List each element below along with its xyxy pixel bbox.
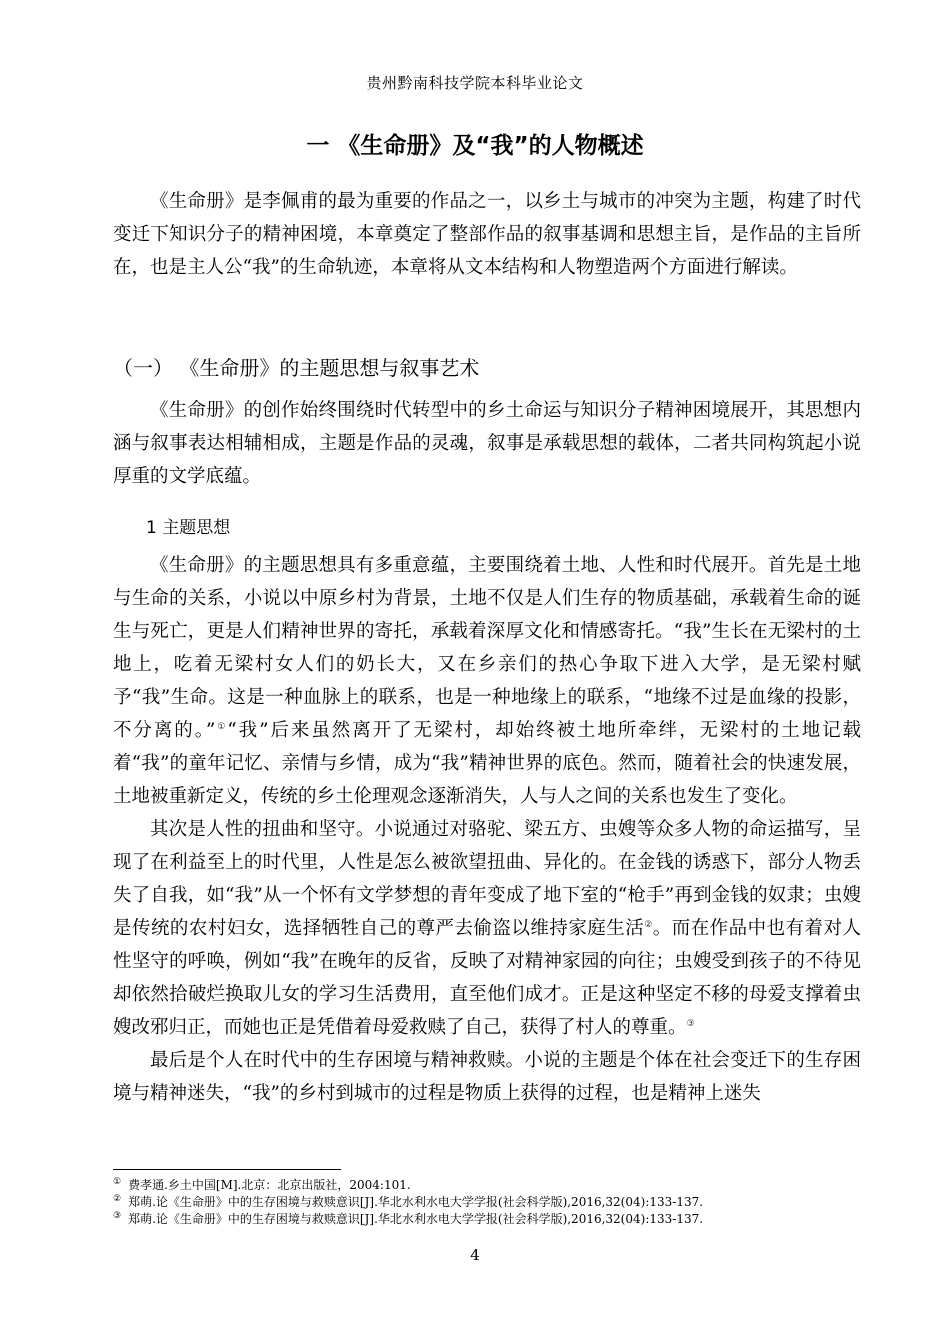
footnote-1 [113, 1177, 861, 1194]
subsection-body [113, 549, 861, 1110]
footnote-mark: ③ [113, 1211, 122, 1221]
footnote-text: 郑萌.论《生命册》中的生存困境与救赎意识[J].华北水利水电大学学报(社会科学版),2016,32(04):133-137. [128, 1212, 704, 1226]
body-paragraph-2 [113, 813, 861, 1044]
paragraph-2-text-a: 其次是人性的扭曲和坚守。小说通过对骆驼、梁五方、虫嫂等众多人物的命运描写，呈现了在利益至上的时代里，人性是怎么被欲望扭曲、异化的。在金钱的诱惑下，部分人物丢失了自我，如“我”从一个怀有文学梦想的青年变成了地下室的“枪手”再到金钱的奴隶；虫嫂是传统的农村妇女，选择牺牲自己的尊严去偷盗以维持家庭生活 [113, 819, 861, 939]
body-paragraph-1 [113, 549, 861, 813]
footnote-2 [113, 1194, 861, 1211]
footnote-text: 郑萌.论《生命册》中的生存困境与救赎意识[J].华北水利水电大学学报(社会科学版),2016,32(04):133-137. [128, 1195, 704, 1209]
paragraph-1-text-b: “我”后来虽然离开了无梁村，却始终被土地所牵绊，无梁村的土地记载着“我”的童年记忆、亲情与乡情，成为“我”精神世界的底色。然而，随着社会的快速发展，土地被重新定义，传统的乡土伦理观念逐渐消失，人与人之间的关系也发生了变化。 [113, 720, 861, 807]
paragraph-1-text-a: 《生命册》的主题思想具有多重意蕴，主要围绕着土地、人性和时代展开。首先是土地与生命的关系，小说以中原乡村为背景，土地不仅是人们生存的物质基础，承载着生命的诞生与死亡，更是人们精神世界的寄托，承载着深厚文化和情感寄托。“我”生长在无梁村的土地上，吃着无梁村女人们的奶长大，又在乡亲们的热心争取下进入大学，是无梁村赋予“我”生命。这是一种血脉上的联系，也是一种地缘上的联系，“地缘不过是血缘的投影，不分离的。” [113, 555, 861, 741]
chapter-intro [113, 185, 861, 284]
section-intro-paragraph: 《生命册》的创作始终围绕时代转型中的乡土命运与知识分子精神困境展开，其思想内涵与叙事表达相辅相成，主题是作品的灵魂，叙事是承载思想的载体，二者共同构筑起小说厚重的文学底蕴。 [113, 400, 861, 487]
footnote-divider [113, 1169, 341, 1170]
paragraph-2-text-b: 。而在作品中也有着对人性坚守的呼唤，例如“我”在晚年的反省，反映了对精神家园的向往；虫嫂受到孩子的不待见却依然拾破烂换取儿女的学习生活费用，直至他们成才。正是这种坚定不移的母爱支撑着虫嫂改邪归正，而她也正是凭借着母爱救赎了自己，获得了村人的尊重。 [113, 918, 861, 1038]
page-number: 4 [470, 1246, 480, 1264]
footnote-ref-2: ② [644, 919, 653, 930]
subsection-heading: 1 主题思想 [146, 518, 231, 538]
section-intro [113, 394, 861, 493]
footnote-3 [113, 1211, 861, 1228]
footnote-text: 费孝通.乡土中国[M].北京：北京出版社，2004:101. [128, 1178, 411, 1192]
footnote-mark: ① [113, 1177, 122, 1187]
chapter-title: 一 《生命册》及“我”的人物概述 [306, 133, 644, 159]
footnote-mark: ② [113, 1194, 122, 1204]
chapter-intro-paragraph: 《生命册》是李佩甫的最为重要的作品之一，以乡土与城市的冲突为主题，构建了时代变迁下知识分子的精神困境，本章奠定了整部作品的叙事基调和思想主旨，是作品的主旨所在，也是主人公“我”的生命轨迹，本章将从文本结构和人物塑造两个方面进行解读。 [113, 191, 861, 278]
footnotes [113, 1177, 861, 1228]
running-header: 贵州黔南科技学院本科毕业论文 [366, 74, 584, 92]
footnote-ref-1: ① [215, 721, 228, 732]
section-heading: （一） 《生命册》的主题思想与叙事艺术 [113, 356, 480, 380]
body-paragraph-3: 最后是个人在时代中的生存困境与精神救赎。小说的主题是个体在社会变迁下的生存困境与精神迷失，“我”的乡村到城市的过程是物质上获得的过程，也是精神上迷失 [113, 1050, 861, 1104]
footnote-ref-3: ③ [686, 1018, 695, 1029]
